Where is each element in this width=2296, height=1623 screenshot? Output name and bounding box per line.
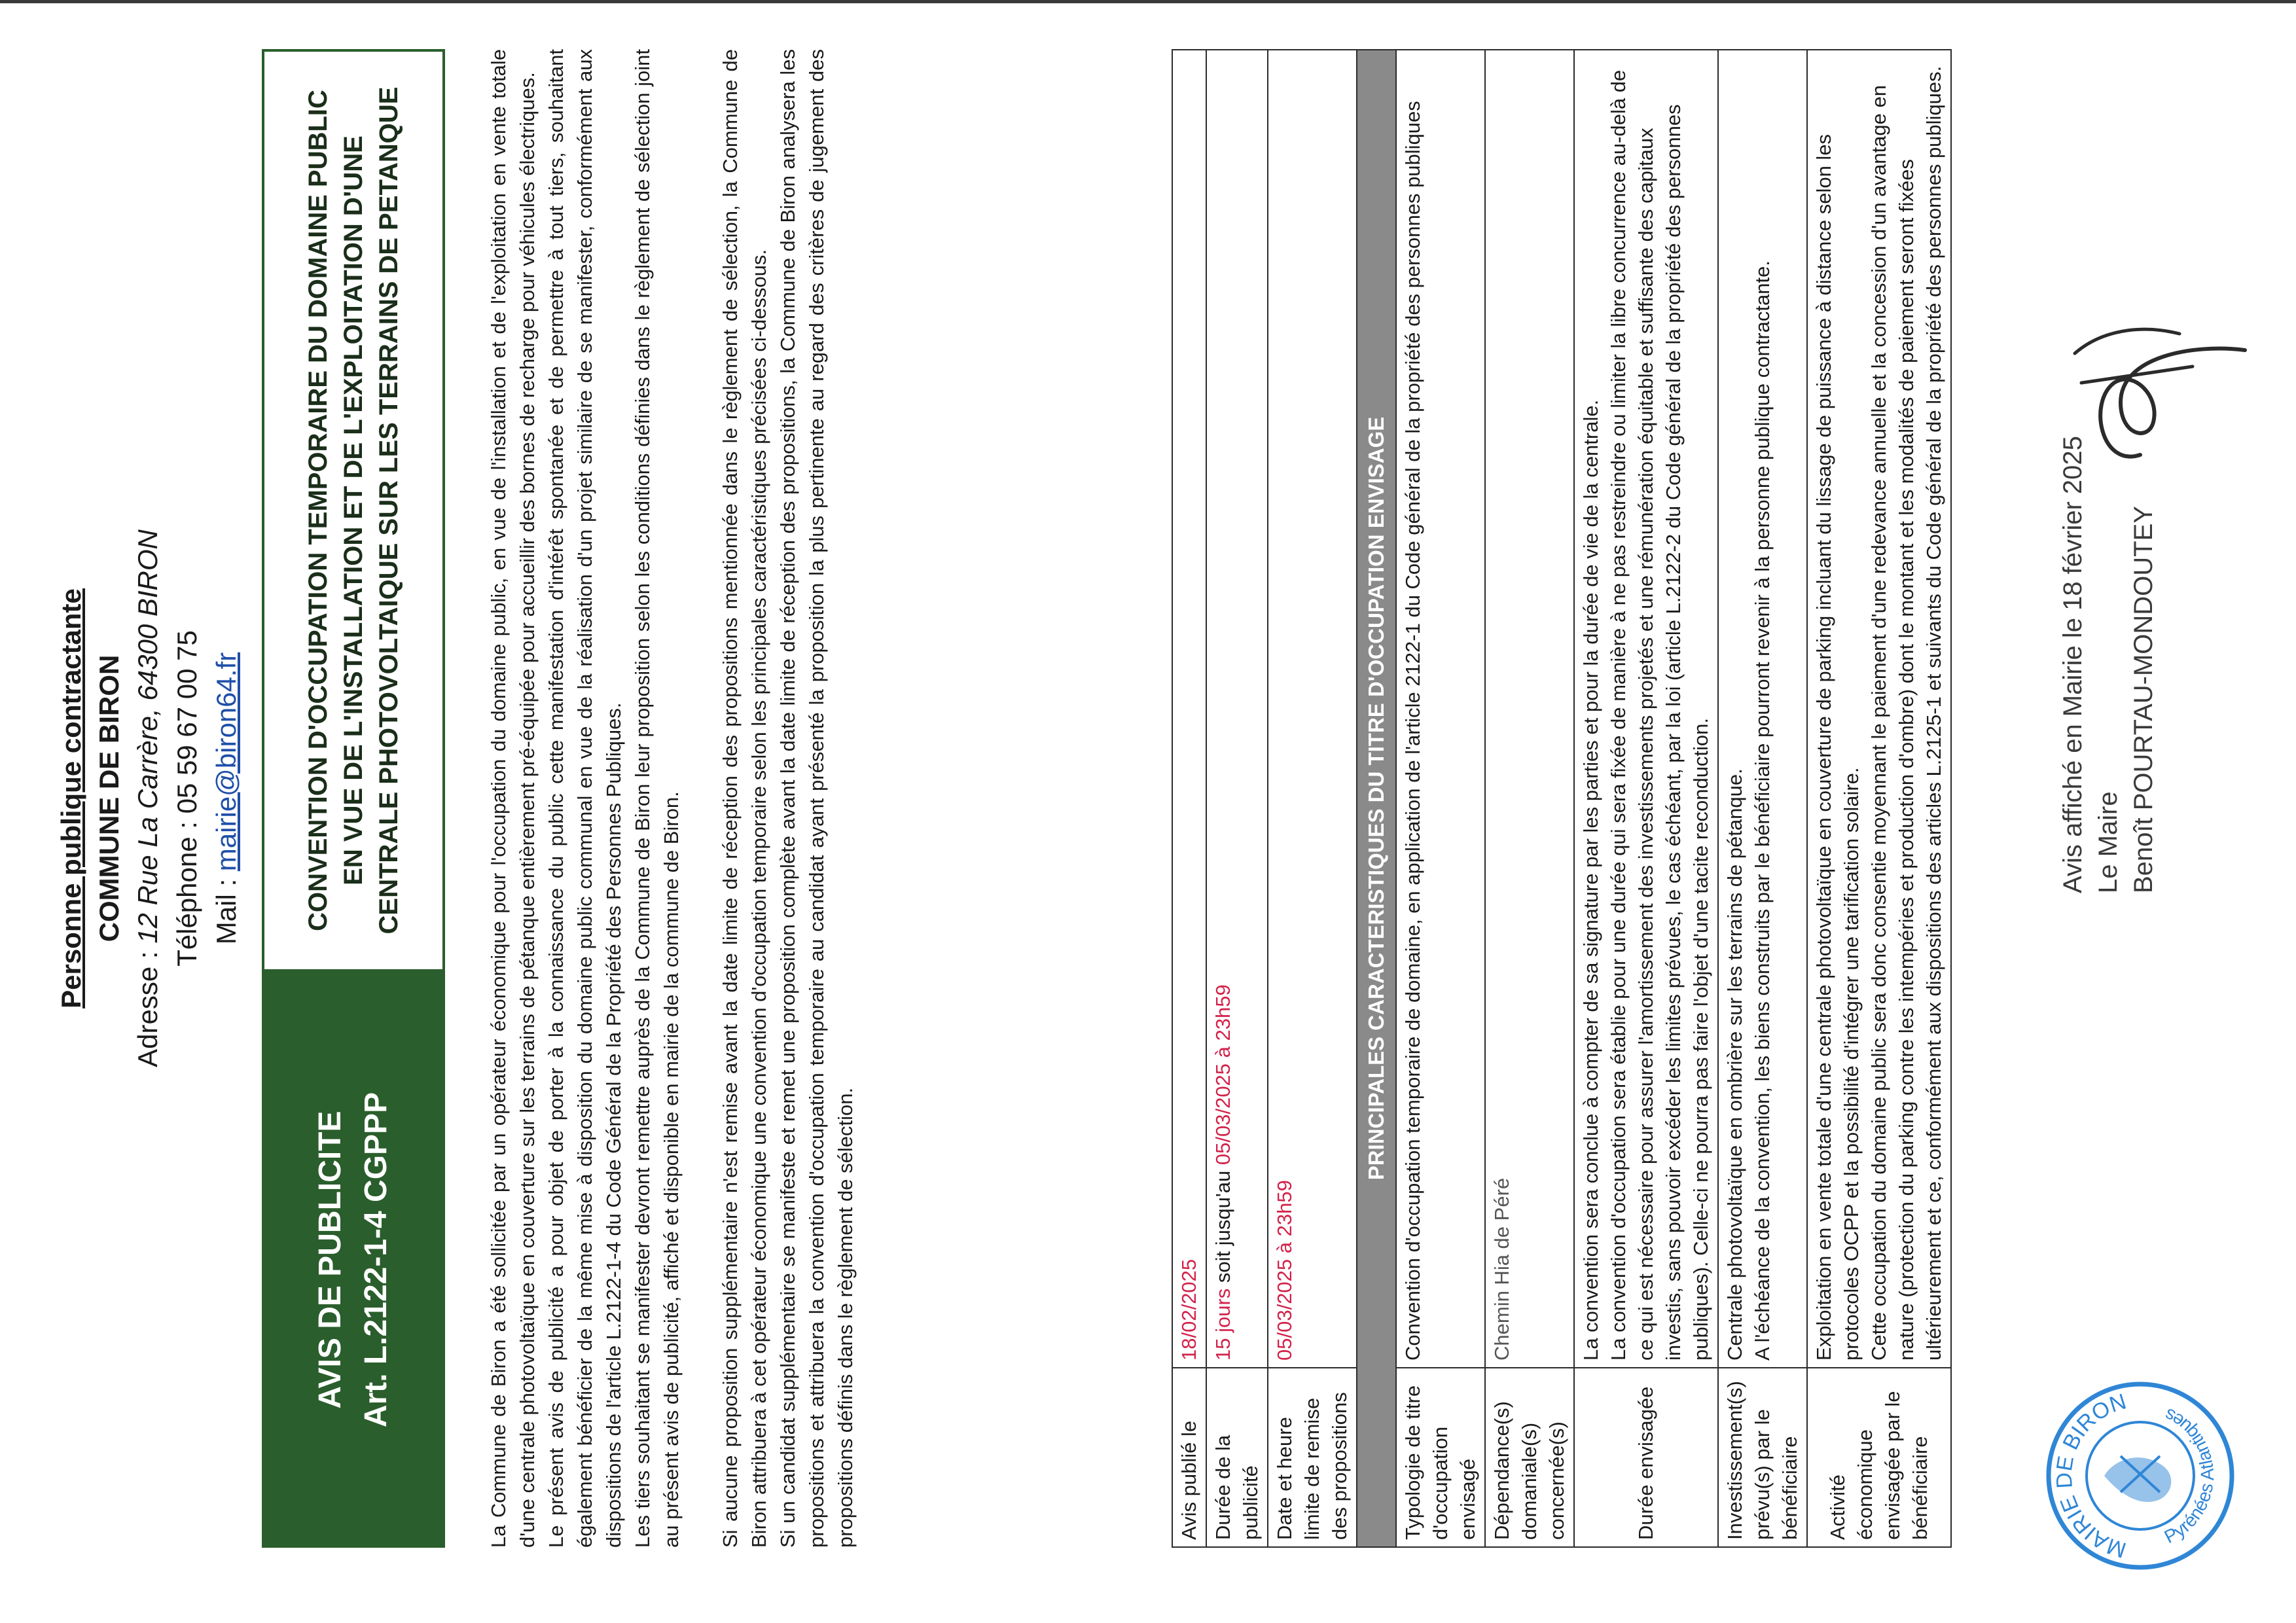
investment-label: Investissement(s) prévu(s) par le bénéficiaire bbox=[1718, 1368, 1807, 1547]
table-row-typology bbox=[1396, 50, 1485, 1547]
investment-value bbox=[1718, 50, 1807, 1368]
mail-label: Mail : bbox=[211, 871, 242, 945]
document-sheet bbox=[39, 49, 2265, 1563]
deadline-label: Date et heure limite de remise des propositions bbox=[1268, 1368, 1357, 1547]
table-row-dependency bbox=[1485, 50, 1574, 1547]
published-value: 18/02/2025 bbox=[1172, 50, 1206, 1368]
duration-paragraph-2: La convention d'occupation sera établie pour une durée qui sera fixée de manière à ne pas restreindre ou limiter la libre concurrence au-delà de ce qui est nécessaire pour assurer l'amortissement des investissements projetés et une rémunération équitable et suffisante des capitaux investis, sans pouvoir excéder les limites prévues, le cas échéant, par la loi (article L.2122-2 du Code général de la propriété des personnes publiques). Celle-ci ne pourra pas faire l'objet d'une tacite reconduction. bbox=[1607, 69, 1712, 1361]
table-row-investment bbox=[1718, 50, 1807, 1547]
dependency-label: Dépendance(s) domaniale(s) concernée(s) bbox=[1485, 1368, 1574, 1547]
mairie-stamp-icon bbox=[2042, 1378, 2238, 1574]
authority-title: Personne publique contractante bbox=[56, 588, 86, 1008]
publicity-until: soit jusqu'au bbox=[1211, 1165, 1234, 1289]
address-label: Adresse : bbox=[132, 943, 163, 1067]
investment-paragraph-1: Centrale photovoltaïque en ombrière sur les terrains de pétanque. bbox=[1723, 768, 1746, 1361]
characteristics-table bbox=[1172, 49, 1952, 1548]
posting-date: Avis affiché en Mairie le 18 février 2025 bbox=[2058, 436, 2087, 893]
section-heading: PRINCIPALES CARACTERISTIQUES DU TITRE D'OCCUPATION ENVISAGE bbox=[1357, 50, 1396, 1547]
signature-block bbox=[2055, 436, 2161, 893]
signatory-name: Benoît POURTAU-MONDOUTEY bbox=[2129, 506, 2158, 893]
typology-value: Convention d'occupation temporaire de domaine, en application de l'article 2122-1 du Code général de la propriété des personnes publiques bbox=[1396, 50, 1485, 1368]
activity-paragraph-1: Exploitation en vente totale d'une centrale photovoltaïque en couverture de parking incluant du lissage de puissance à distance selon les protocoles OCPP et la possibilité d'intégrer une tarification solaire. bbox=[1812, 134, 1863, 1361]
duration-paragraph-1: La convention sera conclue à compter de sa signature par les parties et pour la durée de vie de la centrale. bbox=[1579, 399, 1602, 1361]
table-row-duration-publicity bbox=[1206, 50, 1268, 1547]
duration-value bbox=[1574, 50, 1718, 1368]
publicity-duration-value bbox=[1206, 50, 1268, 1368]
table-row-activity bbox=[1807, 50, 1951, 1547]
table-row-duration bbox=[1574, 50, 1718, 1547]
activity-value bbox=[1807, 50, 1951, 1368]
dependency-value: Chemin Hia de Péré bbox=[1485, 50, 1574, 1368]
publicity-end-date: 05/03/2025 à 23h59 bbox=[1211, 984, 1234, 1166]
table-row-published bbox=[1172, 50, 1206, 1547]
publicity-duration-label: Durée de la publicité bbox=[1206, 1368, 1268, 1547]
publicity-days: 15 jours bbox=[1211, 1288, 1234, 1361]
notice-banner bbox=[262, 972, 445, 1548]
deadline-value: 05/03/2025 à 23h59 bbox=[1268, 50, 1357, 1368]
investment-paragraph-2: A l'échéance de la convention, les biens construits par le bénéficiaire pourront revenir à la personne publique contractante. bbox=[1751, 260, 1774, 1361]
activity-label: Activité économique envisagée par le bénéficiaire bbox=[1807, 1368, 1951, 1547]
contracting-authority-header bbox=[52, 49, 246, 1548]
duration-label: Durée envisagée bbox=[1574, 1368, 1718, 1547]
stamp-top-text: MAIRIE DE BIRON bbox=[2051, 1389, 2130, 1563]
notice-article: Art. L.2122-1-4 CGPPP bbox=[359, 1092, 393, 1428]
notice-title: AVIS DE PUBLICITE bbox=[313, 1111, 348, 1409]
notice-body bbox=[484, 49, 860, 1548]
body-paragraph-3: Les tiers souhaitant se manifester devront remettre auprès de la Commune de Biron leur proposition selon les conditions définies dans le règlement de sélection joint au présent avis de publicité, affiché et disponible en mairie de la commune de Biron. bbox=[631, 49, 683, 1548]
address-line bbox=[128, 49, 168, 1548]
mail-link[interactable]: mairie@biron64.fr bbox=[211, 652, 242, 872]
phone-line: Téléphone : 05 59 67 00 75 bbox=[171, 630, 202, 967]
stamp-bottom-text: Pyrénées Atlantiques bbox=[2161, 1404, 2218, 1548]
body-paragraph-4: Si aucune proposition supplémentaire n'est remise avant la date limite de réception des propositions mentionnée dans le règlement de sélection, la Commune de Biron attribuera à cet opérateur économique une convention d'occupation temporaire selon les principales caractéristiques précisées ci-dessous. bbox=[719, 49, 770, 1548]
activity-paragraph-2: Cette occupation du domaine public sera donc consentie moyennant le paiement d'une redevance annuelle et la concession d'un avantage en nature (protection du parking contre les intempéries et production d'ombre) dont le montant et les modalités de paiement seront fixées ultérieurement et ce, conformément aux dispositions des articles L.2125-1 et suivants du Code général de la propriété des personnes publiques. bbox=[1867, 65, 1945, 1361]
typology-label: Typologie de titre d'occupation envisagé bbox=[1396, 1368, 1485, 1547]
published-label: Avis publié le bbox=[1172, 1368, 1206, 1547]
address-value: 12 Rue La Carrère, 64300 BIRON bbox=[132, 529, 163, 944]
body-paragraph-1: La Commune de Biron a été sollicitée par un opérateur économique pour l'occupation du domaine public, en vue de l'installation et de l'exploitation en vente totale d'une centrale photovoltaïque en couverture sur les terrains de pétanque entièrement pré-équipée pour accueillir des bornes de recharge pour véhicules électriques. bbox=[487, 49, 539, 1548]
body-paragraph-5: Si un candidat supplémentaire se manifeste et remet une proposition complète avant la date limite de réception des propositions, la Commune de Biron analysera les propositions et attribuera la convention d'occupation temporaire au candidat ayant présenté la proposition la plus pertinente au regard des critères de jugement des propositions définis dans le règlement de sélection. bbox=[776, 49, 857, 1548]
body-paragraph-2: Le présent avis de publicité a pour objet de porter à la connaissance du public cette manifestation d'intérêt spontanée et de permettre à tout tiers, souhaitant également bénéficier de la même mise à disposition du domaine public communal en vue de la réalisation d'un projet similaire de se manifester, conformément aux dispositions de l'article L.2122-1-4 du Code Général de la Propriété des Personnes Publiques. bbox=[545, 49, 625, 1548]
commune-name: COMMUNE DE BIRON bbox=[94, 654, 124, 942]
mail-line bbox=[207, 49, 246, 1548]
table-section-row bbox=[1357, 50, 1396, 1547]
table-row-deadline bbox=[1268, 50, 1357, 1547]
handwritten-signature-icon bbox=[2062, 311, 2258, 481]
signatory-role: Le Maire bbox=[2094, 791, 2123, 893]
notice-subject: CONVENTION D'OCCUPATION TEMPORAIRE DU DOMAINE PUBLIC EN VUE DE L'INSTALLATION ET DE L'EXPLOITATION D'UNE CENTRALE PHOTOVOLTAIQUE SUR LES TERRAINS DE PETANQUE bbox=[262, 49, 445, 972]
